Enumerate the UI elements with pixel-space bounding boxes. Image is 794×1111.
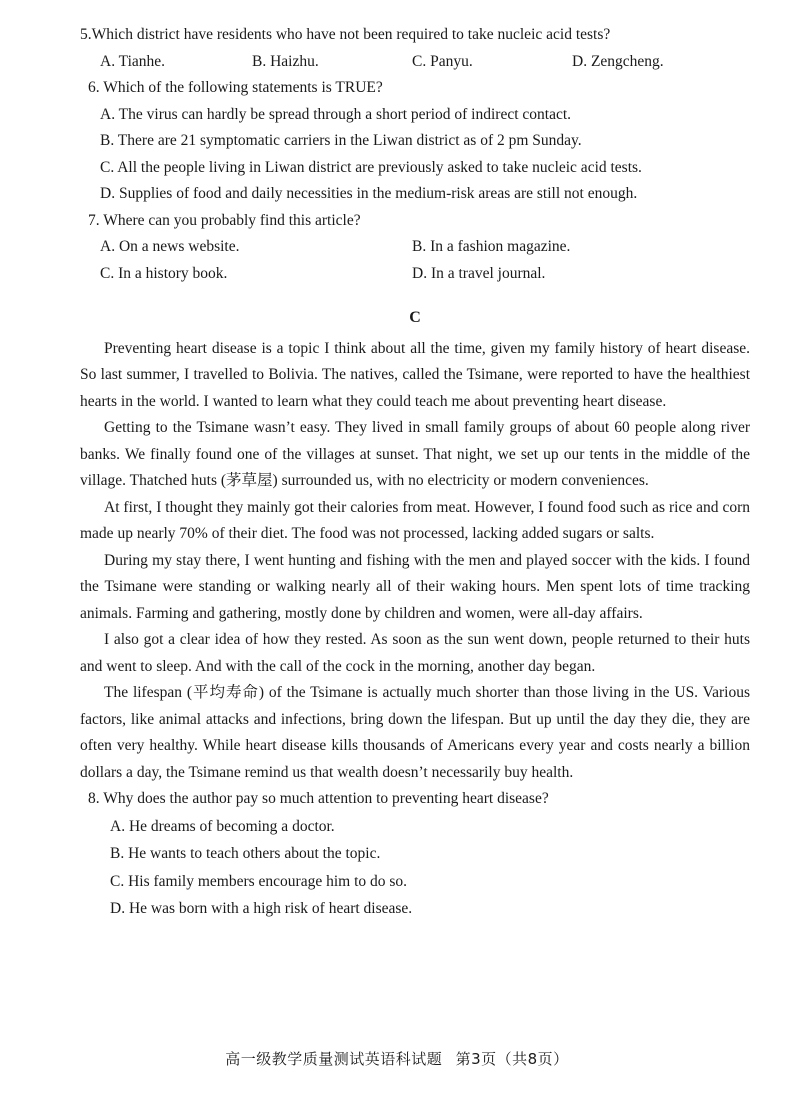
question-7-stem: 7. Where can you probably find this article? <box>88 211 361 229</box>
question-8 <box>88 786 750 923</box>
question-7-option-d: D. In a travel journal. <box>412 264 546 282</box>
question-6-option-d: D. Supplies of food and daily necessities in the medium-risk areas are still not enough. <box>100 185 638 202</box>
question-5-option-a: A. Tianhe. <box>100 52 166 70</box>
question-6-option-c: C. All the people living in Liwan district are previously asked to take nucleic acid tests. <box>100 158 642 176</box>
question-6-option-b: B. There are 21 symptomatic carriers in the Liwan district as of 2 pm Sunday. <box>100 132 582 149</box>
question-7-option-b: B. In a fashion magazine. <box>412 238 571 255</box>
question-7-option-a: A. On a news website. <box>100 238 240 255</box>
question-6-option-a: A. The virus can hardly be spread through a short period of indirect contact. <box>100 105 572 123</box>
question-5-stem: 5.Which district have residents who have not been required to take nucleic acid tests? <box>80 26 611 43</box>
question-7-option-c: C. In a history book. <box>100 264 228 282</box>
passage-paragraph-4: During my stay there, I went hunting and fishing with the men and played soccer with the kids. I found the Tsimane were standing or walking nearly all of their waking hours. Men spent lots of time tracking animals. Farming and gathering, mostly done by children and women, were all-day affairs. <box>80 551 750 622</box>
footer-exam-title: 高一级教学质量测试英语科试题 <box>225 1050 443 1068</box>
footer-page-number: 第3页（共8页） <box>455 1050 569 1068</box>
passage-paragraph-2: Getting to the Tsimane wasn’t easy. They lived in small family groups of about 60 people along river banks. We finally found one of the villages at sunset. That night, we set up our tents in the middle of the village. Thatched huts (茅草屋) surrounded us, with no electricity or modern conveniences. <box>80 419 750 489</box>
passage-paragraph-1: Preventing heart disease is a topic I think about all the time, given my family history of heart disease. So last summer, I travelled to Bolivia. The natives, called the Tsimane, were reported to have the healthiest hearts in the world. I wanted to learn what they could teach me about preventing heart disease. <box>80 339 750 410</box>
section-c-heading: C <box>409 309 421 326</box>
question-5-option-c: C. Panyu. <box>412 52 473 70</box>
question-5-option-b: B. Haizhu. <box>252 52 319 70</box>
question-8-option-a: A. He dreams of becoming a doctor. <box>110 817 335 835</box>
question-8-option-c: C. His family members encourage him to do so. <box>110 872 408 890</box>
passage-paragraph-5: I also got a clear idea of how they rested. As soon as the sun went down, people returned to their huts and went to sleep. And with the call of the cock in the morning, another day began. <box>80 631 750 675</box>
question-8-stem: 8. Why does the author pay so much attention to preventing heart disease? <box>88 790 549 807</box>
question-8-option-b: B. He wants to teach others about the topic. <box>110 845 381 862</box>
question-5-options <box>100 49 750 76</box>
question-7-options <box>100 234 750 287</box>
question-5-option-d: D. Zengcheng. <box>572 52 664 70</box>
question-8-option-d: D. He was born with a high risk of heart disease. <box>110 900 413 917</box>
question-6-stem: 6. Which of the following statements is TRUE? <box>88 79 383 96</box>
passage-paragraph-3: At first, I thought they mainly got their calories from meat. However, I found food such as rice and corn made up nearly 70% of their diet. The food was not processed, lacking added sugars or salts. <box>80 498 750 542</box>
page-footer <box>0 1048 794 1069</box>
passage-paragraph-6: The lifespan (平均寿命) of the Tsimane is actually much shorter than those living in the US. Various factors, like animal attacks and infections, bring down the lifespan. But up until the day they die, they are often very healthy. While heart disease kills thousands of Americans every year and costs nearly a billion dollars a day, the Tsimane remind us that wealth doesn’t necessarily buy health. <box>80 684 750 781</box>
